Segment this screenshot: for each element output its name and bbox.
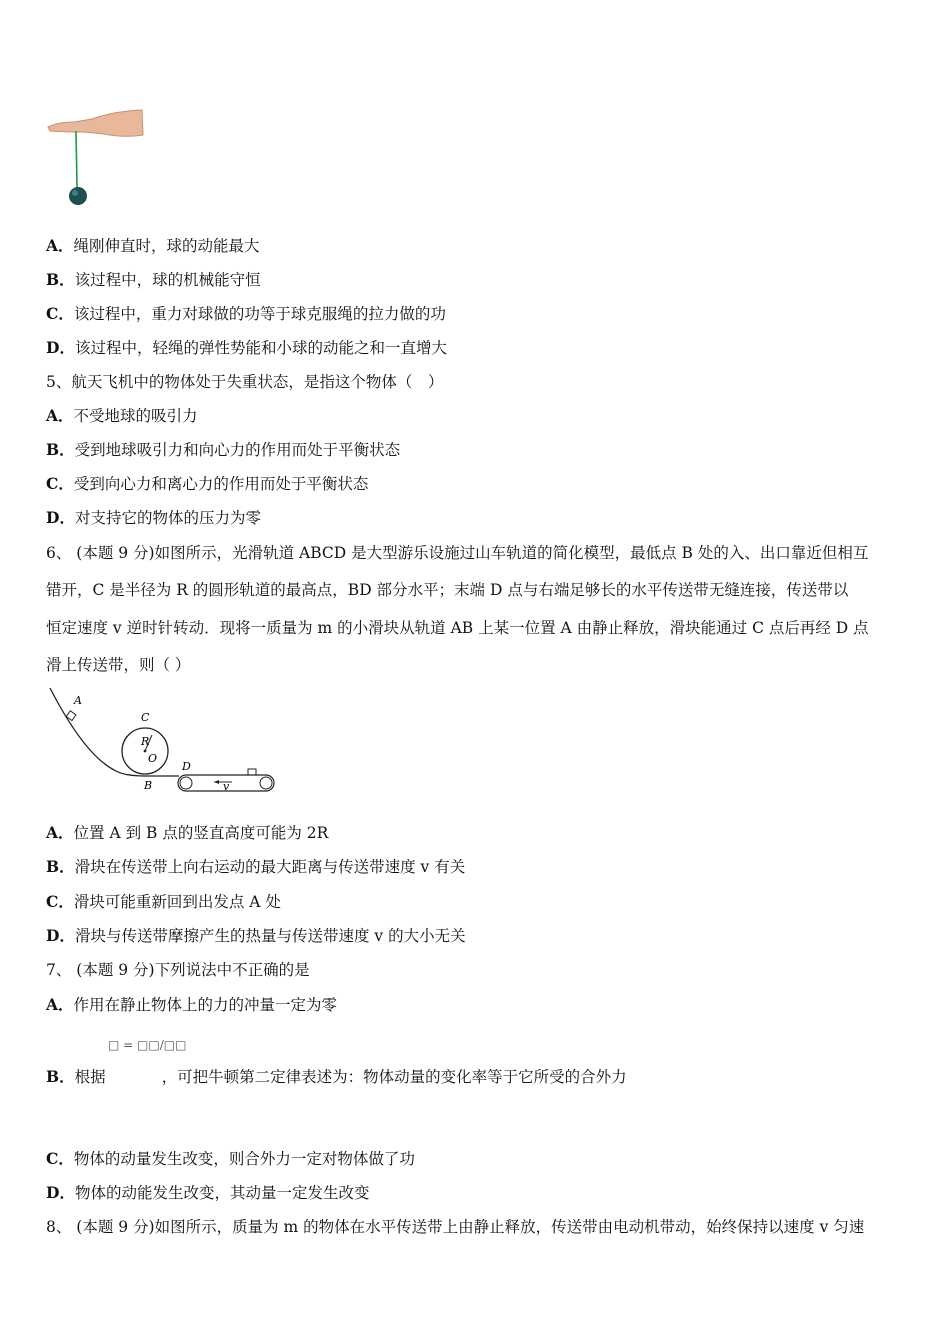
label-v: v	[223, 780, 230, 793]
q5-option-b: B．受到地球吸引力和向心力的作用而处于平衡状态	[46, 440, 401, 459]
q4-option-a: A．绳刚伸直时，球的动能最大	[46, 236, 260, 255]
label-d: D	[182, 760, 191, 773]
q7-option-c: C．物体的动量发生改变，则合外力一定对物体做了功	[46, 1149, 415, 1168]
q7-option-d: D．物体的动能发生改变，其动量一定发生改变	[46, 1183, 370, 1202]
q7-option-b: B．根据 ，可把牛顿第二定律表述为：物体动量的变化率等于它所受的合外力	[46, 1067, 627, 1086]
q6-stem-line-1: 6、 (本题 9 分)如图所示，光滑轨道 ABCD 是大型游乐设施过山车轨道的简化模型，最低点 B 处的入、出口靠近但相互	[46, 544, 869, 562]
q4-option-d: D．该过程中，轻绳的弹性势能和小球的动能之和一直增大	[46, 338, 447, 357]
q5-option-c: C．受到向心力和离心力的作用而处于平衡状态	[46, 474, 369, 493]
hand-ball-figure	[44, 105, 148, 213]
label-r: R	[141, 735, 150, 748]
q8-stem: 8、 (本题 9 分)如图所示，质量为 m 的物体在水平传送带上由静止释放，传送带由电动机带动，始终保持以速度 v 匀速	[46, 1218, 865, 1236]
q7-stem: 7、 (本题 9 分)下列说法中不正确的是	[46, 961, 310, 979]
q5-stem: 5、航天飞机中的物体处于失重状态，是指这个物体（ ）	[46, 373, 444, 391]
q6-stem-line-2: 错开，C 是半径为 R 的圆形轨道的最高点，BD 部分水平；末端 D 点与右端足够长的水平传送带无缝连接，传送带以	[46, 581, 849, 599]
q5-option-a: A．不受地球的吸引力	[46, 406, 198, 425]
q7-option-a: A．作用在静止物体上的力的冲量一定为零	[46, 995, 338, 1014]
q6-stem-line-4: 滑上传送带，则（ ）	[46, 656, 191, 674]
q6-option-b: B．滑块在传送带上向右运动的最大距离与传送带速度 v 有关	[46, 857, 466, 876]
q6-stem-line-3: 恒定速度 v 逆时针转动．现将一质量为 m 的小滑块从轨道 AB 上某一位置 A 由静止释放，滑块能通过 C 点后再经 D 点	[46, 619, 869, 637]
q4-option-b: B．该过程中，球的机械能守恒	[46, 270, 261, 289]
label-c: C	[141, 711, 150, 724]
label-b: B	[144, 779, 153, 792]
label-o: O	[148, 752, 158, 765]
q6-option-c: C．滑块可能重新回到出发点 A 处	[46, 892, 281, 911]
q5-option-d: D．对支持它的物体的压力为零	[46, 508, 261, 527]
q6-option-a: A．位置 A 到 B 点的竖直高度可能为 2R	[46, 823, 329, 842]
label-a: A	[74, 694, 82, 707]
roller-coaster-figure	[44, 684, 279, 796]
q6-option-d: D．滑块与传送带摩擦产生的热量与传送带速度 v 的大小无关	[46, 926, 466, 945]
q4-option-c: C．该过程中，重力对球做的功等于球克服绳的拉力做的功	[46, 304, 446, 323]
momentum-formula: □ = □□/□□	[108, 1038, 187, 1052]
